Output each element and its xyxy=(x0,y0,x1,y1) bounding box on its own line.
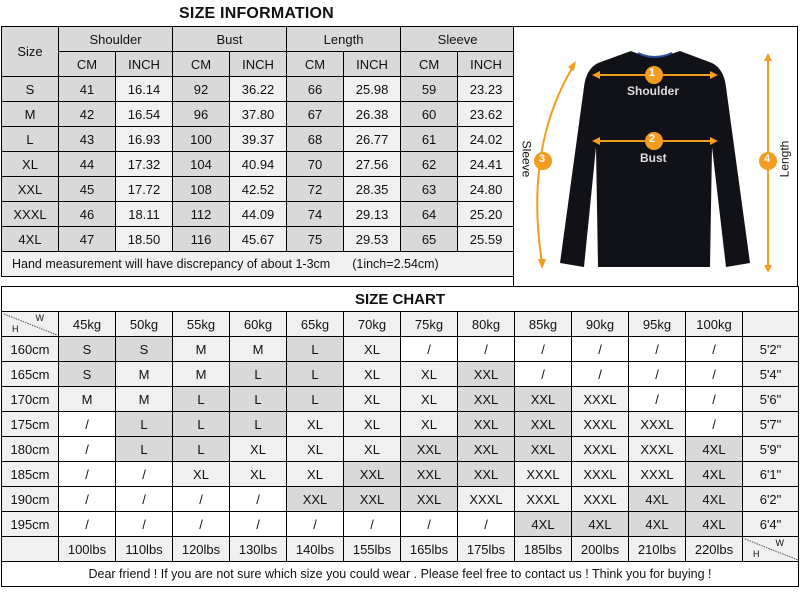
size-cell: L xyxy=(230,387,287,412)
size-cell: 4XL xyxy=(629,512,686,537)
height-weight-corner xyxy=(2,312,59,337)
cm-value: 43 xyxy=(59,127,116,152)
weight-lbs-header: 175lbs xyxy=(458,537,515,562)
size-information-table xyxy=(1,26,515,277)
size-cell: L xyxy=(230,412,287,437)
table-row xyxy=(2,487,799,512)
size-cell: XL xyxy=(230,462,287,487)
inch-value: 25.59 xyxy=(458,227,515,252)
inch-value: 25.98 xyxy=(344,77,401,102)
inch-value: 40.94 xyxy=(230,152,287,177)
size-cell: / xyxy=(59,487,116,512)
cm-value: 108 xyxy=(173,177,230,202)
size-cell: XXL xyxy=(458,362,515,387)
diagonal-divider-icon xyxy=(2,312,59,337)
size-cell: XXXL xyxy=(629,462,686,487)
size-cell: / xyxy=(572,362,629,387)
cm-value: 70 xyxy=(287,152,344,177)
size-cell: XXXL xyxy=(629,412,686,437)
weight-lbs-row xyxy=(2,537,799,562)
height-feet: 5'6" xyxy=(743,387,799,412)
size-cell: 4XL xyxy=(515,512,572,537)
cm-value: 68 xyxy=(287,127,344,152)
size-cell: XXL xyxy=(401,487,458,512)
size-cell: / xyxy=(59,512,116,537)
size-cell: XL xyxy=(401,412,458,437)
footer-message: Dear friend ! If you are not sure which size you could wear . Please feel free to contact us ! Think you for buying ! xyxy=(2,562,799,587)
size-cell: XXXL xyxy=(515,487,572,512)
measurement-note xyxy=(2,252,515,277)
cm-value: 96 xyxy=(173,102,230,127)
height-feet: 6'2" xyxy=(743,487,799,512)
size-cell: M xyxy=(116,387,173,412)
size-cell: / xyxy=(59,437,116,462)
size-cell: S xyxy=(59,337,116,362)
weight-kg-header: 100kg xyxy=(686,312,743,337)
table-row xyxy=(2,387,799,412)
size-cell: XXL xyxy=(344,462,401,487)
inch-value: 17.72 xyxy=(116,177,173,202)
height-feet: 6'1" xyxy=(743,462,799,487)
size-cell: 4XL xyxy=(686,487,743,512)
inch-value: 26.38 xyxy=(344,102,401,127)
size-cell: / xyxy=(116,462,173,487)
lbs-empty xyxy=(2,537,59,562)
cm-value: 63 xyxy=(401,177,458,202)
corner-w-label: W xyxy=(775,538,784,548)
table-row xyxy=(2,177,515,202)
bust-label: Bust xyxy=(640,151,667,165)
weight-kg-row xyxy=(2,312,799,337)
size-cell: XXL xyxy=(458,412,515,437)
size-cell: / xyxy=(686,337,743,362)
measurement-diagram xyxy=(513,26,798,287)
cm-value: 61 xyxy=(401,127,458,152)
size-cell: / xyxy=(230,487,287,512)
size-cell: / xyxy=(572,337,629,362)
weight-kg-header: 70kg xyxy=(344,312,401,337)
inch-value: 18.11 xyxy=(116,202,173,227)
size-cell: / xyxy=(287,512,344,537)
size-cell: L xyxy=(116,412,173,437)
size-cell: / xyxy=(515,337,572,362)
size-cell: / xyxy=(59,412,116,437)
inch-value: 42.52 xyxy=(230,177,287,202)
unit-cm: CM xyxy=(287,52,344,77)
cm-value: 112 xyxy=(173,202,230,227)
size-cell: XXXL xyxy=(572,387,629,412)
size-label: S xyxy=(2,77,59,102)
size-cell: XL xyxy=(230,437,287,462)
conversion-note: (1inch=2.54cm) xyxy=(352,257,439,271)
cm-value: 64 xyxy=(401,202,458,227)
height-cm: 185cm xyxy=(2,462,59,487)
group-header: Sleeve xyxy=(401,27,515,52)
unit-inch: INCH xyxy=(458,52,515,77)
cm-value: 74 xyxy=(287,202,344,227)
size-cell: / xyxy=(686,362,743,387)
size-cell: 4XL xyxy=(572,512,629,537)
size-cell: L xyxy=(116,437,173,462)
size-cell: S xyxy=(59,362,116,387)
unit-inch: INCH xyxy=(344,52,401,77)
size-chart-title: SIZE CHART xyxy=(2,287,799,312)
height-cm: 175cm xyxy=(2,412,59,437)
size-cell: XXXL xyxy=(629,437,686,462)
size-cell: / xyxy=(515,362,572,387)
cm-value: 62 xyxy=(401,152,458,177)
cm-value: 66 xyxy=(287,77,344,102)
size-cell: XXXL xyxy=(572,412,629,437)
badge-3: 3 xyxy=(539,153,546,165)
size-cell: XL xyxy=(344,337,401,362)
size-cell: / xyxy=(116,487,173,512)
size-cell: XL xyxy=(287,437,344,462)
size-cell: XXL xyxy=(515,412,572,437)
inch-value: 45.67 xyxy=(230,227,287,252)
inch-value: 24.41 xyxy=(458,152,515,177)
size-cell: XXL xyxy=(458,437,515,462)
weight-kg-header: 65kg xyxy=(287,312,344,337)
size-label: XXL xyxy=(2,177,59,202)
cm-value: 47 xyxy=(59,227,116,252)
cm-value: 92 xyxy=(173,77,230,102)
weight-kg-header: 60kg xyxy=(230,312,287,337)
size-cell: / xyxy=(686,387,743,412)
inch-value: 23.62 xyxy=(458,102,515,127)
size-cell: XL xyxy=(287,412,344,437)
cm-value: 60 xyxy=(401,102,458,127)
inch-value: 27.56 xyxy=(344,152,401,177)
inch-value: 37.80 xyxy=(230,102,287,127)
size-cell: / xyxy=(344,512,401,537)
group-header: Length xyxy=(287,27,401,52)
size-cell: M xyxy=(116,362,173,387)
size-cell: / xyxy=(230,512,287,537)
height-feet: 5'2" xyxy=(743,337,799,362)
footer-row xyxy=(2,562,799,587)
weight-lbs-header: 210lbs xyxy=(629,537,686,562)
table-row xyxy=(2,127,515,152)
badge-1: 1 xyxy=(649,67,656,79)
size-cell: / xyxy=(401,512,458,537)
cm-value: 42 xyxy=(59,102,116,127)
cm-value: 72 xyxy=(287,177,344,202)
size-cell: / xyxy=(116,512,173,537)
corner-h-label: H xyxy=(12,324,19,334)
inch-value: 18.50 xyxy=(116,227,173,252)
size-cell: XXL xyxy=(401,437,458,462)
table-row xyxy=(2,362,799,387)
weight-kg-header: 95kg xyxy=(629,312,686,337)
inch-value: 39.37 xyxy=(230,127,287,152)
cm-value: 116 xyxy=(173,227,230,252)
size-cell: XXL xyxy=(515,387,572,412)
size-cell: / xyxy=(173,512,230,537)
chart-title-row xyxy=(2,287,799,312)
size-cell: M xyxy=(173,362,230,387)
height-cm: 190cm xyxy=(2,487,59,512)
size-cell: / xyxy=(629,337,686,362)
size-cell: XL xyxy=(173,462,230,487)
cm-value: 65 xyxy=(401,227,458,252)
unit-cm: CM xyxy=(401,52,458,77)
size-cell: XL xyxy=(287,462,344,487)
weight-lbs-header: 165lbs xyxy=(401,537,458,562)
feet-header-empty xyxy=(743,312,799,337)
sleeve-label: Sleeve xyxy=(519,140,534,178)
unit-inch: INCH xyxy=(116,52,173,77)
cm-value: 41 xyxy=(59,77,116,102)
diagonal-divider-icon xyxy=(743,537,799,562)
inch-value: 44.09 xyxy=(230,202,287,227)
size-cell: / xyxy=(458,512,515,537)
height-cm: 195cm xyxy=(2,512,59,537)
height-feet: 5'4" xyxy=(743,362,799,387)
table-row xyxy=(2,202,515,227)
table-row xyxy=(2,77,515,102)
cm-value: 75 xyxy=(287,227,344,252)
size-cell: XXXL xyxy=(458,487,515,512)
inch-value: 23.23 xyxy=(458,77,515,102)
weight-lbs-header: 110lbs xyxy=(116,537,173,562)
table-row xyxy=(2,337,799,362)
size-label: M xyxy=(2,102,59,127)
cm-value: 46 xyxy=(59,202,116,227)
group-header: Bust xyxy=(173,27,287,52)
inch-value: 26.77 xyxy=(344,127,401,152)
size-cell: XL xyxy=(401,362,458,387)
weight-lbs-header: 120lbs xyxy=(173,537,230,562)
size-cell: XXL xyxy=(515,437,572,462)
size-cell: M xyxy=(230,337,287,362)
discrepancy-note: Hand measurement will have discrepancy of about 1-3cm xyxy=(12,257,331,271)
cm-value: 44 xyxy=(59,152,116,177)
inch-value: 28.35 xyxy=(344,177,401,202)
inch-value: 25.20 xyxy=(458,202,515,227)
size-cell: M xyxy=(59,387,116,412)
table-row xyxy=(2,512,799,537)
badge-4: 4 xyxy=(764,153,771,165)
cm-value: 45 xyxy=(59,177,116,202)
inch-value: 17.32 xyxy=(116,152,173,177)
size-cell: L xyxy=(287,362,344,387)
header-row xyxy=(2,27,515,52)
weight-lbs-header: 200lbs xyxy=(572,537,629,562)
weight-kg-header: 85kg xyxy=(515,312,572,337)
size-cell: XXL xyxy=(458,387,515,412)
size-cell: 4XL xyxy=(686,512,743,537)
unit-inch: INCH xyxy=(230,52,287,77)
weight-lbs-header: 185lbs xyxy=(515,537,572,562)
size-cell: XXXL xyxy=(572,487,629,512)
weight-kg-header: 45kg xyxy=(59,312,116,337)
inch-value: 16.93 xyxy=(116,127,173,152)
size-cell: 4XL xyxy=(629,487,686,512)
size-label: L xyxy=(2,127,59,152)
size-cell: L xyxy=(173,412,230,437)
height-feet: 5'7" xyxy=(743,412,799,437)
size-cell: / xyxy=(458,337,515,362)
table-row xyxy=(2,152,515,177)
size-cell: / xyxy=(629,362,686,387)
inch-value: 16.54 xyxy=(116,102,173,127)
size-cell: L xyxy=(173,437,230,462)
inch-value: 29.13 xyxy=(344,202,401,227)
height-feet: 6'4" xyxy=(743,512,799,537)
length-label: Length xyxy=(777,140,792,178)
corner-w-label: W xyxy=(35,313,44,323)
unit-cm: CM xyxy=(173,52,230,77)
size-cell: L xyxy=(287,337,344,362)
weight-kg-header: 55kg xyxy=(173,312,230,337)
height-cm: 160cm xyxy=(2,337,59,362)
note-row xyxy=(2,252,515,277)
table-row xyxy=(2,227,515,252)
cm-value: 100 xyxy=(173,127,230,152)
unit-cm: CM xyxy=(59,52,116,77)
height-weight-corner xyxy=(743,537,799,562)
size-label: XL xyxy=(2,152,59,177)
size-cell: / xyxy=(686,412,743,437)
table-row xyxy=(2,437,799,462)
unit-row xyxy=(2,52,515,77)
size-chart-table xyxy=(1,286,799,587)
size-cell: / xyxy=(59,462,116,487)
size-cell: / xyxy=(629,387,686,412)
size-cell: L xyxy=(230,362,287,387)
weight-lbs-header: 100lbs xyxy=(59,537,116,562)
inch-value: 24.02 xyxy=(458,127,515,152)
size-cell: XXL xyxy=(458,462,515,487)
weight-lbs-header: 140lbs xyxy=(287,537,344,562)
table-row xyxy=(2,102,515,127)
size-cell: / xyxy=(401,337,458,362)
cm-value: 104 xyxy=(173,152,230,177)
weight-kg-header: 90kg xyxy=(572,312,629,337)
height-feet: 5'9" xyxy=(743,437,799,462)
size-cell: XL xyxy=(344,362,401,387)
size-cell: XXXL xyxy=(515,462,572,487)
size-cell: 4XL xyxy=(686,462,743,487)
size-cell: / xyxy=(173,487,230,512)
size-cell: XL xyxy=(344,387,401,412)
size-label: XXXL xyxy=(2,202,59,227)
inch-value: 36.22 xyxy=(230,77,287,102)
size-cell: XXL xyxy=(287,487,344,512)
weight-lbs-header: 220lbs xyxy=(686,537,743,562)
weight-kg-header: 75kg xyxy=(401,312,458,337)
cm-value: 67 xyxy=(287,102,344,127)
size-cell: XXL xyxy=(344,487,401,512)
size-cell: XXL xyxy=(401,462,458,487)
inch-value: 16.14 xyxy=(116,77,173,102)
group-header: Shoulder xyxy=(59,27,173,52)
size-cell: S xyxy=(116,337,173,362)
size-cell: 4XL xyxy=(686,437,743,462)
weight-lbs-header: 155lbs xyxy=(344,537,401,562)
inch-value: 29.53 xyxy=(344,227,401,252)
size-cell: XXXL xyxy=(572,437,629,462)
size-cell: M xyxy=(173,337,230,362)
weight-kg-header: 80kg xyxy=(458,312,515,337)
size-cell: L xyxy=(173,387,230,412)
size-cell: XL xyxy=(401,387,458,412)
cm-value: 59 xyxy=(401,77,458,102)
size-cell: XL xyxy=(344,412,401,437)
size-cell: XL xyxy=(344,437,401,462)
table-row xyxy=(2,412,799,437)
corner-h-label: H xyxy=(753,549,760,559)
size-cell: XXXL xyxy=(572,462,629,487)
height-cm: 180cm xyxy=(2,437,59,462)
weight-lbs-header: 130lbs xyxy=(230,537,287,562)
weight-kg-header: 50kg xyxy=(116,312,173,337)
size-information-title: SIZE INFORMATION xyxy=(179,5,334,22)
height-cm: 170cm xyxy=(2,387,59,412)
size-label: 4XL xyxy=(2,227,59,252)
height-cm: 165cm xyxy=(2,362,59,387)
size-header: Size xyxy=(2,27,59,77)
size-cell: L xyxy=(287,387,344,412)
badge-2: 2 xyxy=(649,133,656,145)
inch-value: 24.80 xyxy=(458,177,515,202)
shoulder-label: Shoulder xyxy=(627,84,680,98)
table-row xyxy=(2,462,799,487)
